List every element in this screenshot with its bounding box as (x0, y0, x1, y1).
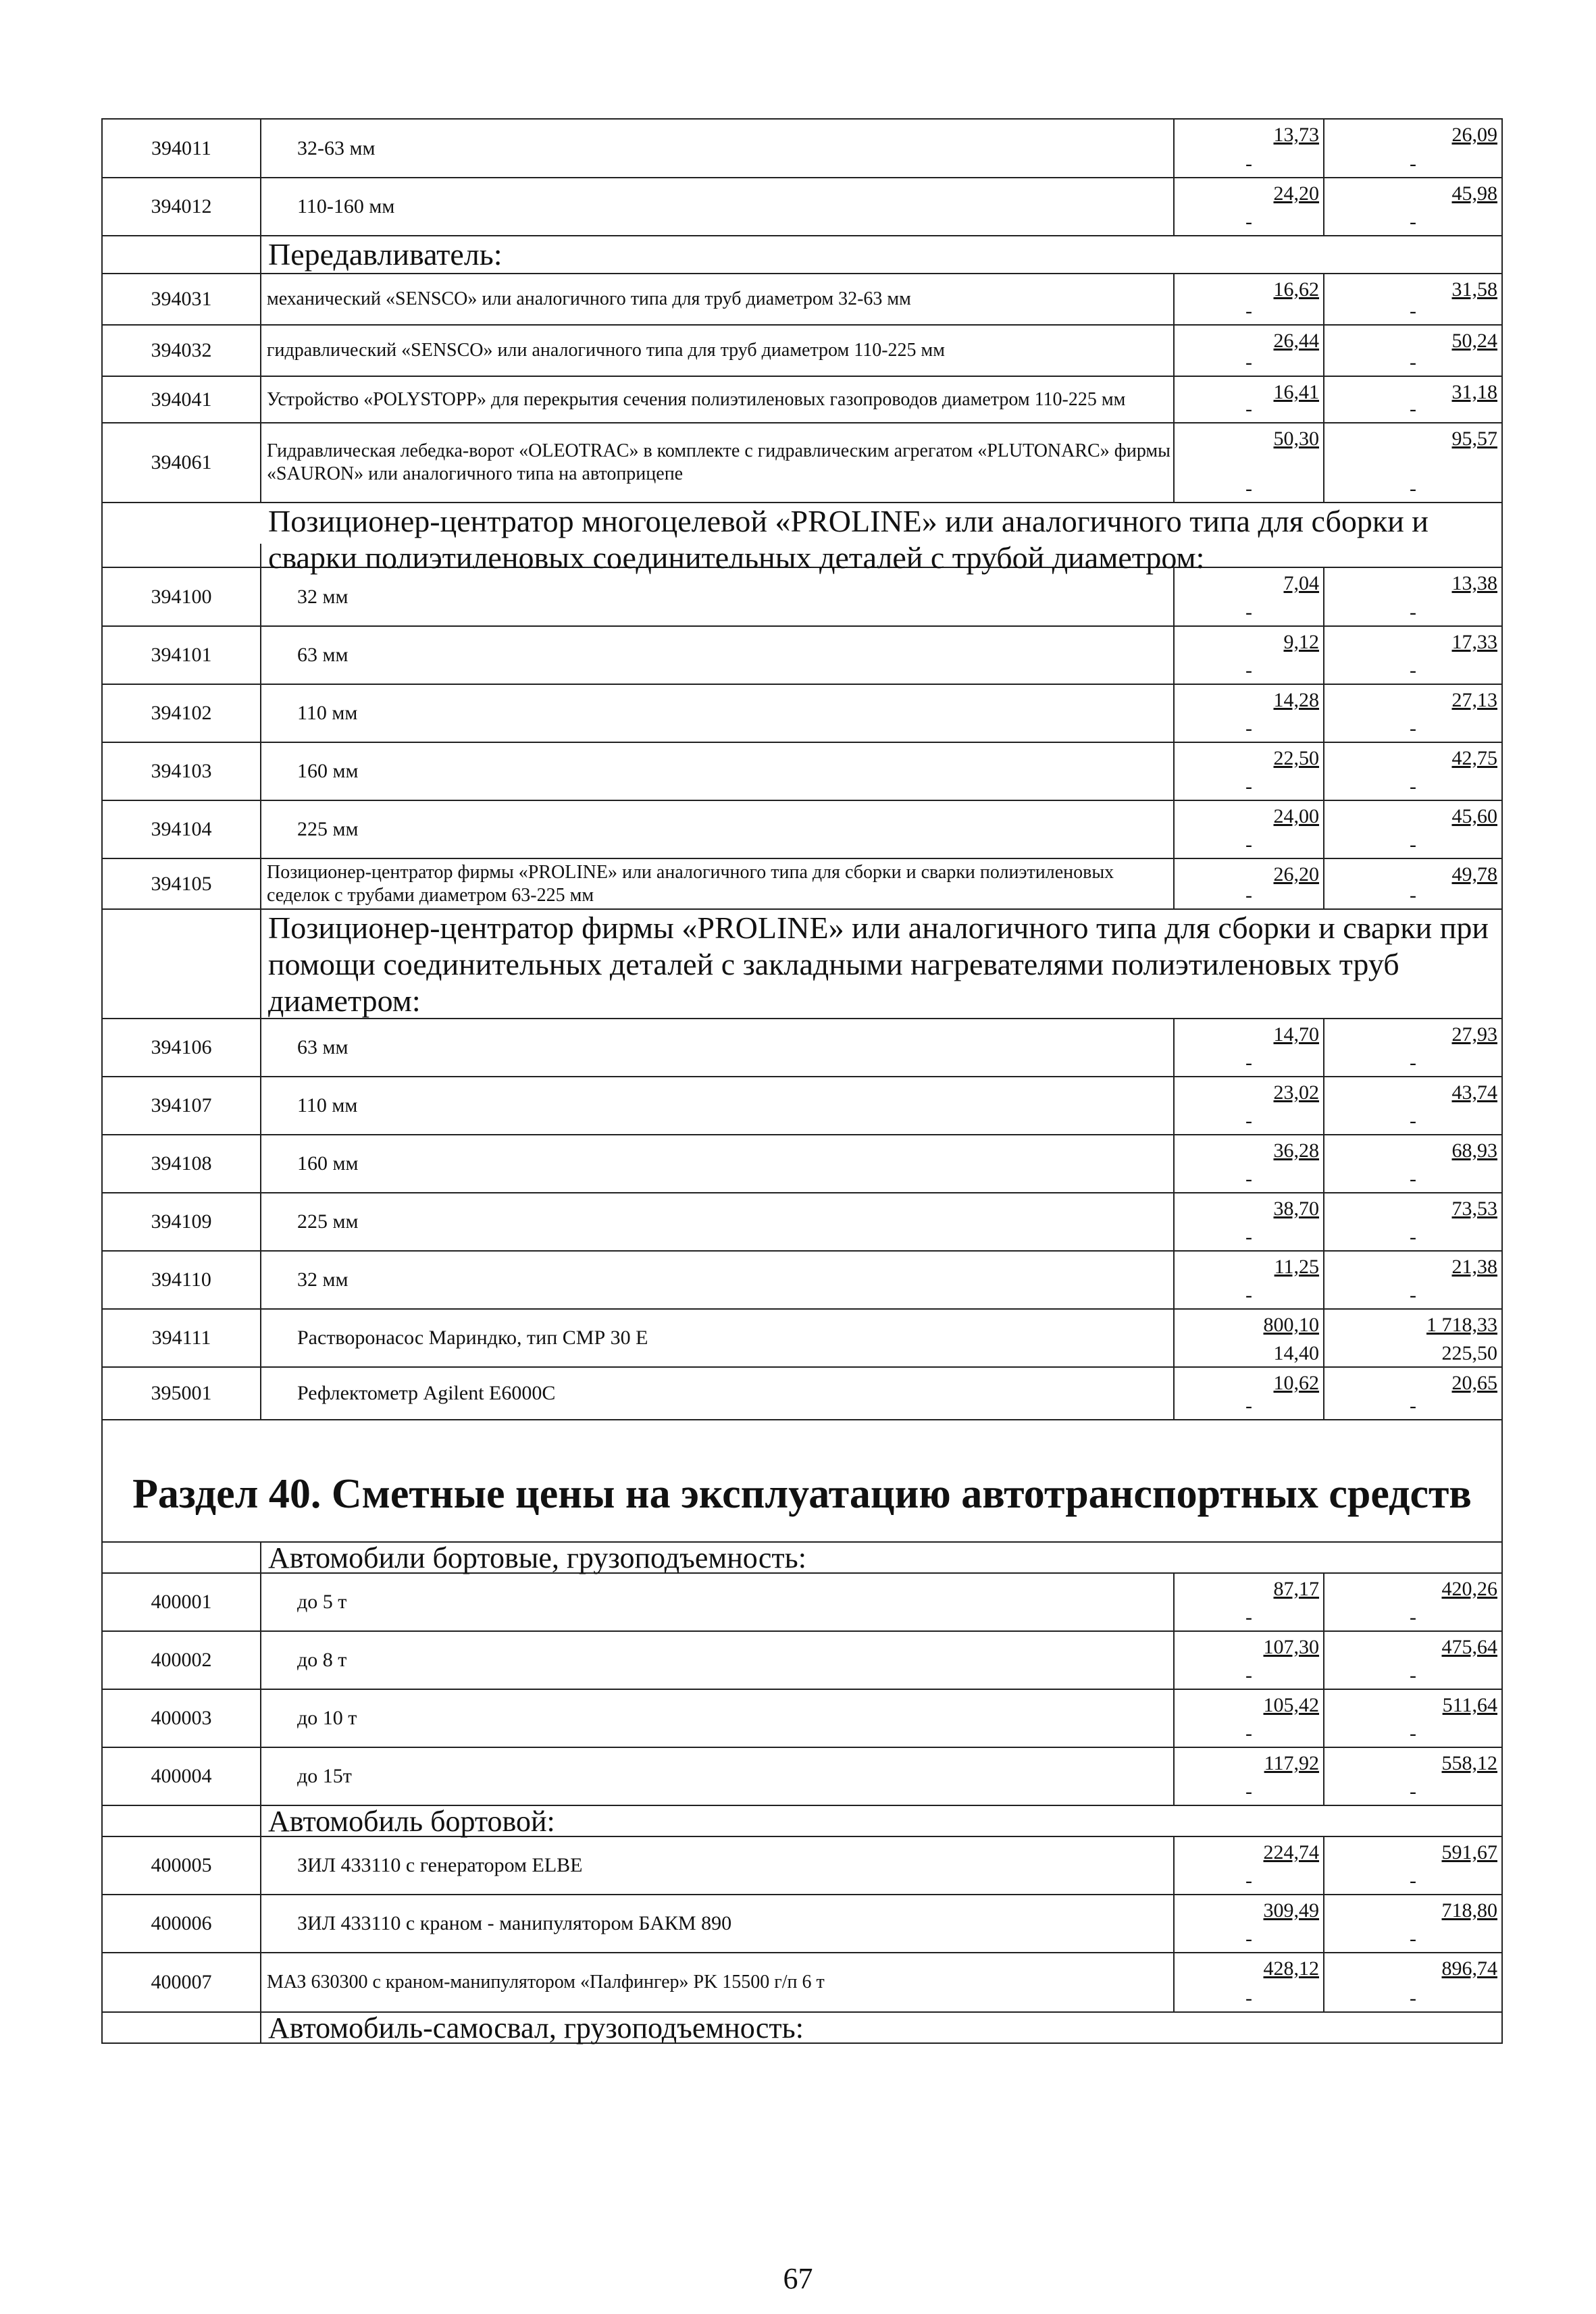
price-cell-2 (1324, 801, 1501, 858)
price-cell-2 (1324, 1837, 1501, 1894)
table-row (103, 568, 1501, 627)
price-dash-2: - (1410, 1664, 1416, 1687)
price-cell-2 (1324, 326, 1501, 376)
price-cell-1 (1173, 1252, 1324, 1308)
price-value-2: 31,18 (1451, 381, 1497, 403)
price-value-2: 45,60 (1451, 805, 1497, 827)
price-value-1: 428,12 (1263, 1957, 1319, 1980)
price-cell-1 (1173, 1135, 1324, 1192)
price-dash-1: - (1245, 833, 1252, 856)
price-cell-2 (1324, 1368, 1501, 1419)
price-dash-1: - (1245, 211, 1252, 233)
price-value-1: 107,30 (1263, 1636, 1319, 1658)
price-cell-2 (1324, 1574, 1501, 1630)
row-name (260, 1895, 1173, 1952)
price-dash-2: - (1410, 1606, 1416, 1628)
row-code: 394106 (103, 1019, 261, 1076)
group-header-positioner-multi (103, 503, 1501, 575)
table-row (103, 178, 1501, 236)
price-dash-1: - (1245, 1284, 1252, 1306)
price-cell-1 (1173, 1368, 1324, 1419)
row-name-text: до 15т (297, 1765, 352, 1787)
row-code: 394103 (103, 743, 261, 800)
row-name (260, 859, 1173, 908)
row-name-text: ЗИЛ 433110 с краном - манипулятором БАКМ 890 (297, 1912, 732, 1934)
table-row (103, 1837, 1501, 1895)
group-header-dump-trucks (103, 2013, 1501, 2044)
row-code: 395001 (103, 1368, 261, 1419)
price-value-2: 718,80 (1441, 1899, 1497, 1922)
row-code: 394031 (103, 274, 261, 324)
price-cell-2 (1324, 120, 1501, 177)
table-row (103, 1135, 1501, 1193)
row-name-text: 63 мм (297, 1036, 349, 1058)
table-row (103, 1252, 1501, 1310)
row-name-text: Позиционер-центратор фирмы «PROLINE» или аналогичного типа для сборки и сварки полиэтиленовых седелок с трубами диаметром 63-225 мм (267, 861, 1114, 906)
price-value-1: 13,73 (1273, 124, 1319, 146)
price-dash-2: - (1410, 717, 1416, 740)
price-dash-2: - (1410, 1168, 1416, 1190)
row-code: 394101 (103, 627, 261, 684)
price-value-1: 117,92 (1264, 1752, 1319, 1774)
row-name-text: Растворонасос Мариндко, тип СМР 30 Е (297, 1327, 648, 1349)
price-value-2: 68,93 (1451, 1139, 1497, 1162)
price-value-2: 21,38 (1451, 1256, 1497, 1278)
price-dash-1: - (1245, 351, 1252, 374)
row-code: 400004 (103, 1748, 261, 1805)
price-cell-1 (1173, 423, 1324, 502)
table-row (103, 1368, 1501, 1420)
table-row (103, 1690, 1501, 1748)
price-cell-1 (1173, 178, 1324, 235)
price-value-2: 420,26 (1441, 1578, 1497, 1600)
row-code: 394061 (103, 423, 261, 502)
price-table-1 (101, 118, 1503, 1420)
price-cell-1 (1173, 1077, 1324, 1134)
row-name-text: МАЗ 630300 с краном-манипулятором «Палфингер» PK 15500 г/п 6 т (267, 1972, 825, 1992)
row-code: 394032 (103, 326, 261, 376)
price-value-2: 49,78 (1451, 863, 1497, 885)
price-value-1: 16,41 (1273, 381, 1319, 403)
price-dash-1: - (1245, 1987, 1252, 2009)
group-header-text: Автомобили бортовые, грузоподъемность: (268, 1541, 806, 1574)
price-value-1b: 14,40 (1273, 1342, 1319, 1364)
row-code: 394102 (103, 685, 261, 742)
price-dash-2: - (1410, 211, 1416, 233)
price-value-2: 27,13 (1451, 689, 1497, 711)
row-name-text: ЗИЛ 433110 с генератором ELBE (297, 1854, 583, 1876)
price-cell-1 (1173, 1019, 1324, 1076)
group-header-text: Передавливатель: (268, 237, 503, 272)
table-row (103, 1193, 1501, 1252)
table-row (103, 1310, 1501, 1368)
row-code: 394104 (103, 801, 261, 858)
row-name-text: 32 мм (297, 585, 349, 608)
row-name-text: механический «SENSCO» или аналогичного типа для труб диаметром 32-63 мм (267, 288, 911, 309)
table-row (103, 377, 1501, 423)
price-value-2: 511,64 (1442, 1694, 1497, 1716)
price-cell-2 (1324, 1748, 1501, 1805)
price-cell-2 (1324, 568, 1501, 625)
price-dash-2: - (1410, 833, 1416, 856)
table-row (103, 1748, 1501, 1806)
price-value-2: 42,75 (1451, 747, 1497, 769)
row-name (260, 1252, 1173, 1308)
price-dash-2: - (1410, 884, 1416, 906)
row-name (260, 627, 1173, 684)
price-cell-2 (1324, 1690, 1501, 1747)
table-row (103, 743, 1501, 801)
price-value-1: 16,62 (1273, 278, 1319, 301)
price-dash-2: - (1410, 1870, 1416, 1892)
table-row (103, 1077, 1501, 1135)
price-value-1: 38,70 (1273, 1198, 1319, 1220)
price-cell-2 (1324, 377, 1501, 422)
table-row (103, 1895, 1501, 1953)
table-row (103, 859, 1501, 910)
price-value-1: 22,50 (1273, 747, 1319, 769)
row-name (260, 1953, 1173, 2011)
document-page (101, 118, 1503, 2044)
row-code: 394107 (103, 1077, 261, 1134)
price-cell-1 (1173, 1632, 1324, 1689)
row-name-text: 160 мм (297, 1152, 359, 1175)
price-cell-2 (1324, 1019, 1501, 1076)
row-name-text: 160 мм (297, 760, 359, 782)
price-cell-1 (1173, 1953, 1324, 2011)
price-dash-1: - (1245, 1606, 1252, 1628)
price-dash-1: - (1245, 1110, 1252, 1132)
section-title: Раздел 40. Сметные цены на эксплуатацию автотранспортных средств (101, 1421, 1503, 1541)
row-code: 394041 (103, 377, 261, 422)
group-header-positioner-proline (103, 910, 1501, 1019)
row-name-text: 32-63 мм (297, 136, 376, 159)
price-value-1: 9,12 (1283, 631, 1319, 653)
row-name (260, 1310, 1173, 1366)
price-value-2: 475,64 (1441, 1636, 1497, 1658)
price-cell-1 (1173, 1690, 1324, 1747)
row-name (260, 801, 1173, 858)
price-value-1: 14,28 (1273, 689, 1319, 711)
price-dash-1: - (1245, 884, 1252, 906)
price-dash-1: - (1245, 1664, 1252, 1687)
price-cell-1 (1173, 377, 1324, 422)
row-name-text: Рефлектометр Agilent E6000C (297, 1382, 556, 1404)
price-dash-2: - (1410, 1722, 1416, 1745)
row-code: 400007 (103, 1953, 261, 2011)
row-name (260, 120, 1173, 177)
row-name (260, 1690, 1173, 1747)
row-code: 400001 (103, 1574, 261, 1630)
row-name-text: 225 мм (297, 1210, 359, 1233)
price-dash-2: - (1410, 153, 1416, 175)
price-dash-1: - (1245, 1168, 1252, 1190)
price-value-1: 105,42 (1263, 1694, 1319, 1716)
price-cell-1 (1173, 1895, 1324, 1952)
row-code: 394109 (103, 1193, 261, 1250)
price-value-2: 50,24 (1451, 330, 1497, 352)
row-code: 394011 (103, 120, 261, 177)
group-header-compressor (103, 236, 1501, 274)
price-dash-1: - (1245, 1870, 1252, 1892)
price-dash-2: - (1410, 300, 1416, 322)
table-row (103, 423, 1501, 503)
price-cell-2 (1324, 627, 1501, 684)
price-dash-2: - (1410, 1284, 1416, 1306)
row-name (260, 1193, 1173, 1250)
price-value-1: 24,20 (1273, 182, 1319, 205)
price-dash-2: - (1410, 478, 1416, 500)
row-code: 394105 (103, 859, 261, 908)
price-dash-2: - (1410, 1226, 1416, 1248)
row-name (260, 326, 1173, 376)
price-cell-2 (1324, 1895, 1501, 1952)
row-code: 394110 (103, 1252, 261, 1308)
price-dash-1: - (1245, 1928, 1252, 1950)
price-value-2: 73,53 (1451, 1198, 1497, 1220)
row-code: 394108 (103, 1135, 261, 1192)
price-dash-2: - (1410, 1110, 1416, 1132)
price-value-2: 95,57 (1451, 428, 1497, 450)
price-value-1: 26,44 (1273, 330, 1319, 352)
price-cell-1 (1173, 1574, 1324, 1630)
price-dash-1: - (1245, 153, 1252, 175)
price-cell-2 (1324, 1077, 1501, 1134)
price-dash-2: - (1410, 1395, 1416, 1417)
row-name (260, 1135, 1173, 1192)
price-cell-1 (1173, 685, 1324, 742)
price-dash-1: - (1245, 300, 1252, 322)
price-dash-1: - (1245, 1052, 1252, 1074)
price-dash-1: - (1245, 601, 1252, 623)
row-code: 400005 (103, 1837, 261, 1894)
table-row (103, 120, 1501, 178)
price-cell-2 (1324, 859, 1501, 908)
row-name (260, 685, 1173, 742)
row-name-text: 225 мм (297, 818, 359, 840)
row-name (260, 178, 1173, 235)
price-value-1: 10,62 (1273, 1372, 1319, 1394)
row-name (260, 1368, 1173, 1419)
row-name-text: 32 мм (297, 1268, 349, 1291)
price-dash-2: - (1410, 1987, 1416, 2009)
price-value-1: 24,00 (1273, 805, 1319, 827)
table-row (103, 1953, 1501, 2013)
row-name-text: до 5 т (297, 1591, 347, 1613)
price-value-1: 23,02 (1273, 1081, 1319, 1104)
row-name (260, 423, 1173, 502)
row-code: 400002 (103, 1632, 261, 1689)
price-cell-1 (1173, 120, 1324, 177)
price-value-1: 7,04 (1283, 572, 1319, 594)
price-dash-1: - (1245, 1226, 1252, 1248)
price-cell-2 (1324, 1135, 1501, 1192)
page-number: 67 (783, 2262, 813, 2295)
price-dash-2: - (1410, 398, 1416, 420)
price-value-1: 50,30 (1273, 428, 1319, 450)
row-code: 394012 (103, 178, 261, 235)
price-value-1: 36,28 (1273, 1139, 1319, 1162)
row-name-text: 63 мм (297, 644, 349, 666)
price-cell-2 (1324, 1193, 1501, 1250)
price-value-2: 1 718,33 (1426, 1314, 1497, 1336)
price-cell-1 (1173, 326, 1324, 376)
price-cell-1 (1173, 274, 1324, 324)
row-code: 394100 (103, 568, 261, 625)
price-value-2: 27,93 (1451, 1023, 1497, 1046)
group-header-text: Позиционер-центратор фирмы «PROLINE» или аналогичного типа для сборки и сварки при помощи соединительных деталей с закладными нагревателями полиэтиленовых труб диаметром: (268, 910, 1489, 1018)
row-name-text: 110 мм (297, 702, 358, 724)
table-row (103, 274, 1501, 326)
price-cell-1 (1173, 743, 1324, 800)
row-name (260, 377, 1173, 422)
row-name (260, 1574, 1173, 1630)
price-cell-2 (1324, 178, 1501, 235)
row-name (260, 1837, 1173, 1894)
price-dash-1: - (1245, 659, 1252, 682)
table-row (103, 685, 1501, 743)
price-cell-1 (1173, 1837, 1324, 1894)
price-dash-1: - (1245, 1722, 1252, 1745)
group-header-text: Автомобиль бортовой: (268, 1805, 555, 1838)
price-value-2: 13,38 (1451, 572, 1497, 594)
row-code: 400003 (103, 1690, 261, 1747)
row-name-text: до 8 т (297, 1649, 347, 1671)
table-row (103, 627, 1501, 685)
table-row (103, 1574, 1501, 1632)
price-value-2: 45,98 (1451, 182, 1497, 205)
price-dash-2: - (1410, 601, 1416, 623)
price-dash-2: - (1410, 1052, 1416, 1074)
price-cell-2 (1324, 1252, 1501, 1308)
price-value-2: 591,67 (1441, 1841, 1497, 1863)
price-cell-2 (1324, 1953, 1501, 2011)
row-name (260, 1748, 1173, 1805)
price-value-1: 26,20 (1273, 863, 1319, 885)
price-dash-1: - (1245, 398, 1252, 420)
row-code: 400006 (103, 1895, 261, 1952)
price-value-2: 20,65 (1451, 1372, 1497, 1394)
price-cell-2 (1324, 1310, 1501, 1366)
table-row (103, 1019, 1501, 1077)
price-table-2 (101, 1541, 1503, 2044)
price-value-1: 800,10 (1263, 1314, 1319, 1336)
price-value-2b: 225,50 (1441, 1342, 1497, 1364)
price-value-1: 87,17 (1273, 1578, 1319, 1600)
row-name (260, 1632, 1173, 1689)
price-value-1: 11,25 (1274, 1256, 1319, 1278)
price-cell-1 (1173, 1748, 1324, 1805)
price-cell-1 (1173, 627, 1324, 684)
price-value-2: 43,74 (1451, 1081, 1497, 1104)
price-dash-2: - (1410, 351, 1416, 374)
price-dash-2: - (1410, 659, 1416, 682)
table-row (103, 326, 1501, 377)
row-name-text: до 10 т (297, 1707, 357, 1729)
price-cell-2 (1324, 423, 1501, 502)
row-name (260, 743, 1173, 800)
price-cell-1 (1173, 1193, 1324, 1250)
row-name-text: 110-160 мм (297, 195, 395, 217)
price-cell-1 (1173, 568, 1324, 625)
table-row (103, 801, 1501, 859)
price-dash-1: - (1245, 478, 1252, 500)
price-value-1: 309,49 (1263, 1899, 1319, 1922)
price-dash-1: - (1245, 1780, 1252, 1803)
row-name (260, 1077, 1173, 1134)
price-dash-1: - (1245, 1395, 1252, 1417)
price-value-2: 558,12 (1441, 1752, 1497, 1774)
group-header-text: Автомобиль-самосвал, грузоподъемность: (268, 2011, 804, 2045)
price-dash-2: - (1410, 1928, 1416, 1950)
price-value-1: 14,70 (1273, 1023, 1319, 1046)
group-header-flatbed (103, 1806, 1501, 1837)
table-row (103, 1632, 1501, 1690)
price-cell-1 (1173, 801, 1324, 858)
price-value-2: 31,58 (1451, 278, 1497, 301)
row-code: 394111 (103, 1310, 261, 1366)
group-header-text: Позиционер-центратор многоцелевой «PROLINE» или аналогичного типа для сборки и сварки полиэтиленовых соединительных деталей с трубой диаметром: (268, 504, 1428, 575)
price-cell-2 (1324, 743, 1501, 800)
row-name (260, 568, 1173, 625)
price-dash-1: - (1245, 775, 1252, 798)
row-name-text: 110 мм (297, 1094, 358, 1116)
price-value-2: 17,33 (1451, 631, 1497, 653)
price-dash-1: - (1245, 717, 1252, 740)
price-value-2: 896,74 (1441, 1957, 1497, 1980)
price-cell-1 (1173, 859, 1324, 908)
price-value-1: 224,74 (1263, 1841, 1319, 1863)
group-header-trucks (103, 1543, 1501, 1574)
row-name (260, 274, 1173, 324)
price-cell-2 (1324, 274, 1501, 324)
row-name-text: Устройство «POLYSTOPP» для перекрытия сечения полиэтиленовых газопроводов диаметром 110-225 мм (267, 388, 1126, 410)
row-name (260, 1019, 1173, 1076)
price-cell-2 (1324, 1632, 1501, 1689)
row-name-text: гидравлический «SENSCO» или аналогичного типа для труб диаметром 110-225 мм (267, 340, 945, 361)
row-name-text: Гидравлическая лебедка-ворот «OLEOTRAC» в комплекте с гидравлическим агрегатом «PLUTONARC» фирмы «SAURON» или аналогичного типа на автоприцепе (267, 440, 1170, 484)
price-dash-2: - (1410, 1780, 1416, 1803)
price-cell-2 (1324, 685, 1501, 742)
price-dash-2: - (1410, 775, 1416, 798)
price-cell-1 (1173, 1310, 1324, 1366)
price-value-2: 26,09 (1451, 124, 1497, 146)
